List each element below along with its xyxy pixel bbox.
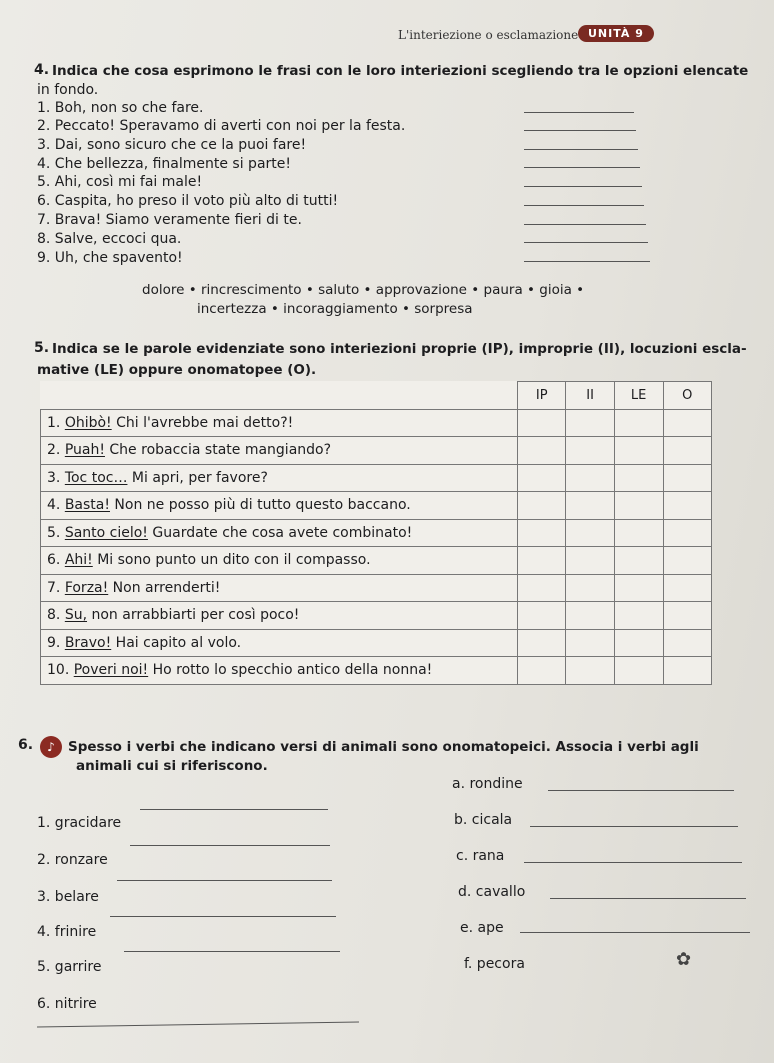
answer-cell-ip[interactable] [517,602,566,630]
answer-cell-ii[interactable] [566,409,614,437]
verb-item: 1. gracidare [37,815,122,831]
ex4-item: 5. Ahi, così mi fai male! [37,174,203,190]
row-text: Guardate che cosa avete combinato! [147,524,413,541]
row-text: Mi sono punto un dito con il compasso. [92,552,371,569]
answer-cell-le[interactable] [614,464,663,492]
row-text: non arrabbiarti per così poco! [87,607,300,624]
highlighted-word: Bravo! [64,634,112,651]
ex4-number: 4. [34,62,50,78]
ex6-instruction-1: Spesso i verbi che indicano versi di animali sono onomatopeici. Associa i verbi agli [68,739,699,755]
ex4-item: 6. Caspita, ho preso il voto più alto di tutti! [37,193,339,209]
ex4-answer-line-5[interactable] [524,186,642,187]
answer-cell-o[interactable] [663,409,711,437]
answer-cell-ii[interactable] [566,464,614,492]
row-number: 5. [47,524,61,541]
row-number: 1. [47,414,61,431]
answer-cell-o[interactable] [663,574,711,602]
row-number: 9. [47,634,61,651]
row-label [41,409,518,437]
answer-cell-ii[interactable] [566,437,614,465]
answer-cell-o[interactable] [663,464,711,492]
col-ip: IP [517,382,566,410]
row-text: Hai capito al volo. [111,634,242,651]
col-le: LE [614,382,663,410]
answer-cell-le[interactable] [614,602,663,630]
answer-cell-ip[interactable] [517,629,566,657]
highlighted-word: Ohibò! [64,414,112,431]
answer-cell-ii[interactable] [566,492,614,520]
ex4-answer-line-2[interactable] [524,130,636,131]
answer-cell-ii[interactable] [566,657,614,685]
ex5-number: 5. [34,340,50,356]
highlighted-word: Santo cielo! [64,524,148,541]
row-text: Chi l'avrebbe mai detto?! [111,414,294,431]
ex4-answer-line-4[interactable] [524,167,640,168]
highlighted-word: Toc toc… [64,469,128,486]
row-label [41,519,518,547]
table-row [41,629,712,657]
row-number: 3. [47,469,61,486]
answer-cell-ip[interactable] [517,437,566,465]
answer-cell-ip[interactable] [517,547,566,575]
animal-answer-line-1[interactable] [548,790,734,791]
answer-cell-le[interactable] [614,519,663,547]
ex4-item: 2. Peccato! Speravamo di averti con noi per la festa. [37,118,406,134]
row-label [41,602,518,630]
verb-item: 2. ronzare [37,852,108,868]
table-row [41,574,712,602]
row-text: Mi apri, per favore? [127,469,268,486]
ex4-instruction-2: in fondo. [37,82,99,98]
row-text: Non ne posso più di tutto questo baccano. [109,497,411,514]
ex4-answer-line-8[interactable] [524,242,648,243]
ex4-answer-line-1[interactable] [524,112,634,113]
ex6-number: 6. [18,737,34,753]
table-row [41,409,712,437]
answer-cell-ii[interactable] [566,602,614,630]
highlighted-word: Poveri noi! [73,662,149,679]
row-label [41,657,518,685]
col-ii: II [566,382,614,410]
row-label [41,629,518,657]
ex4-answer-line-7[interactable] [524,224,646,225]
answer-cell-ii[interactable] [566,519,614,547]
answer-cell-ii[interactable] [566,547,614,575]
verb-item: 3. belare [37,889,99,905]
ex5-instruction-1: Indica se le parole evidenziate sono interiezioni proprie (IP), improprie (II), locuzioni escla- [52,341,747,357]
answer-cell-ip[interactable] [517,657,566,685]
row-label [41,464,518,492]
ex5-header-row [41,382,712,410]
ex4-options-line-1: dolore • rincrescimento • saluto • approvazione • paura • gioia • [142,282,585,298]
highlighted-word: Forza! [64,579,109,596]
row-label [41,547,518,575]
verb-item: 6. nitrire [37,996,97,1012]
table-row [41,464,712,492]
table-row [41,492,712,520]
row-text: Che robaccia state mangiando? [104,442,332,459]
verb-answer-line-5[interactable] [124,951,340,952]
table-row [41,602,712,630]
row-label [41,574,518,602]
ex5-header-spacer [41,382,518,410]
ex4-item: 3. Dai, sono sicuro che ce la puoi fare! [37,137,307,153]
row-label [41,437,518,465]
answer-cell-o[interactable] [663,629,711,657]
answer-cell-le[interactable] [614,409,663,437]
ex4-item: 4. Che bellezza, finalmente si parte! [37,156,291,172]
unit-badge: UNITÀ 9 [578,25,654,42]
answer-cell-le[interactable] [614,574,663,602]
ex4-item: 1. Boh, non so che fare. [37,100,204,116]
row-number: 4. [47,497,61,514]
animal-answer-line-2[interactable] [530,826,738,827]
col-o: O [663,382,711,410]
animal-item: c. rana [456,848,505,864]
verb-answer-line-2[interactable] [130,845,330,846]
animal-answer-line-4[interactable] [550,898,746,899]
animal-answer-line-5[interactable] [520,932,750,933]
highlighted-word: Su, [64,607,88,624]
verb-item: 5. garrire [37,959,102,975]
ex5-instruction-2: mative (LE) oppure onomatopee (O). [37,362,317,378]
table-row [41,519,712,547]
verb-answer-line-3[interactable] [117,880,332,881]
table-row [41,547,712,575]
ex6-instruction-2: animali cui si riferiscono. [76,758,268,774]
answer-cell-ip[interactable] [517,492,566,520]
verb-answer-line-4[interactable] [110,916,336,917]
answer-cell-le[interactable] [614,547,663,575]
answer-cell-le[interactable] [614,629,663,657]
highlighted-word: Basta! [64,497,110,514]
ex4-item: 8. Salve, eccoci qua. [37,231,182,247]
row-number: 10. [47,662,70,679]
answer-cell-o[interactable] [663,547,711,575]
table-row [41,437,712,465]
answer-cell-ip[interactable] [517,519,566,547]
ex5-table [40,381,712,685]
answer-cell-ii[interactable] [566,574,614,602]
animal-item: b. cicala [454,812,513,828]
animal-item: f. pecora [464,956,525,972]
highlighted-word: Puah! [64,442,105,459]
highlighted-word: Ahi! [64,552,93,569]
sheep-illustration-icon: ✿ [676,949,692,970]
animal-item: a. rondine [452,776,523,792]
ex4-answer-line-6[interactable] [524,205,644,206]
sound-icon: ♪ [40,736,62,758]
answer-cell-le[interactable] [614,437,663,465]
ex4-answer-line-3[interactable] [524,149,638,150]
animal-item: e. ape [460,920,504,936]
ex4-instruction-1: Indica che cosa esprimono le frasi con le loro interiezioni scegliendo tra le opzioni elencate [52,63,749,79]
verb-answer-line-6[interactable] [37,1021,359,1027]
answer-cell-le[interactable] [614,492,663,520]
table-row [41,657,712,685]
row-text: Ho rotto lo specchio antico della nonna! [148,662,433,679]
answer-cell-ip[interactable] [517,409,566,437]
answer-cell-ip[interactable] [517,464,566,492]
answer-cell-o[interactable] [663,519,711,547]
animal-item: d. cavallo [458,884,526,900]
answer-cell-ip[interactable] [517,574,566,602]
ex4-item: 7. Brava! Siamo veramente fieri di te. [37,212,302,228]
row-text: Non arrenderti! [108,579,221,596]
section-title: L'interiezione o esclamazione [398,28,579,42]
answer-cell-o[interactable] [663,602,711,630]
answer-cell-o[interactable] [663,437,711,465]
answer-cell-o[interactable] [663,492,711,520]
ex4-answer-line-9[interactable] [524,261,650,262]
answer-cell-o[interactable] [663,657,711,685]
row-number: 7. [47,579,61,596]
row-label [41,492,518,520]
verb-item: 4. frinire [37,924,97,940]
ex4-options-line-2: incertezza • incoraggiamento • sorpresa [197,301,473,317]
row-number: 8. [47,607,61,624]
row-number: 6. [47,552,61,569]
answer-cell-le[interactable] [614,657,663,685]
animal-answer-line-3[interactable] [524,862,742,863]
row-number: 2. [47,442,61,459]
verb-answer-line-1[interactable] [140,809,328,810]
answer-cell-ii[interactable] [566,629,614,657]
ex4-item: 9. Uh, che spavento! [37,250,183,266]
